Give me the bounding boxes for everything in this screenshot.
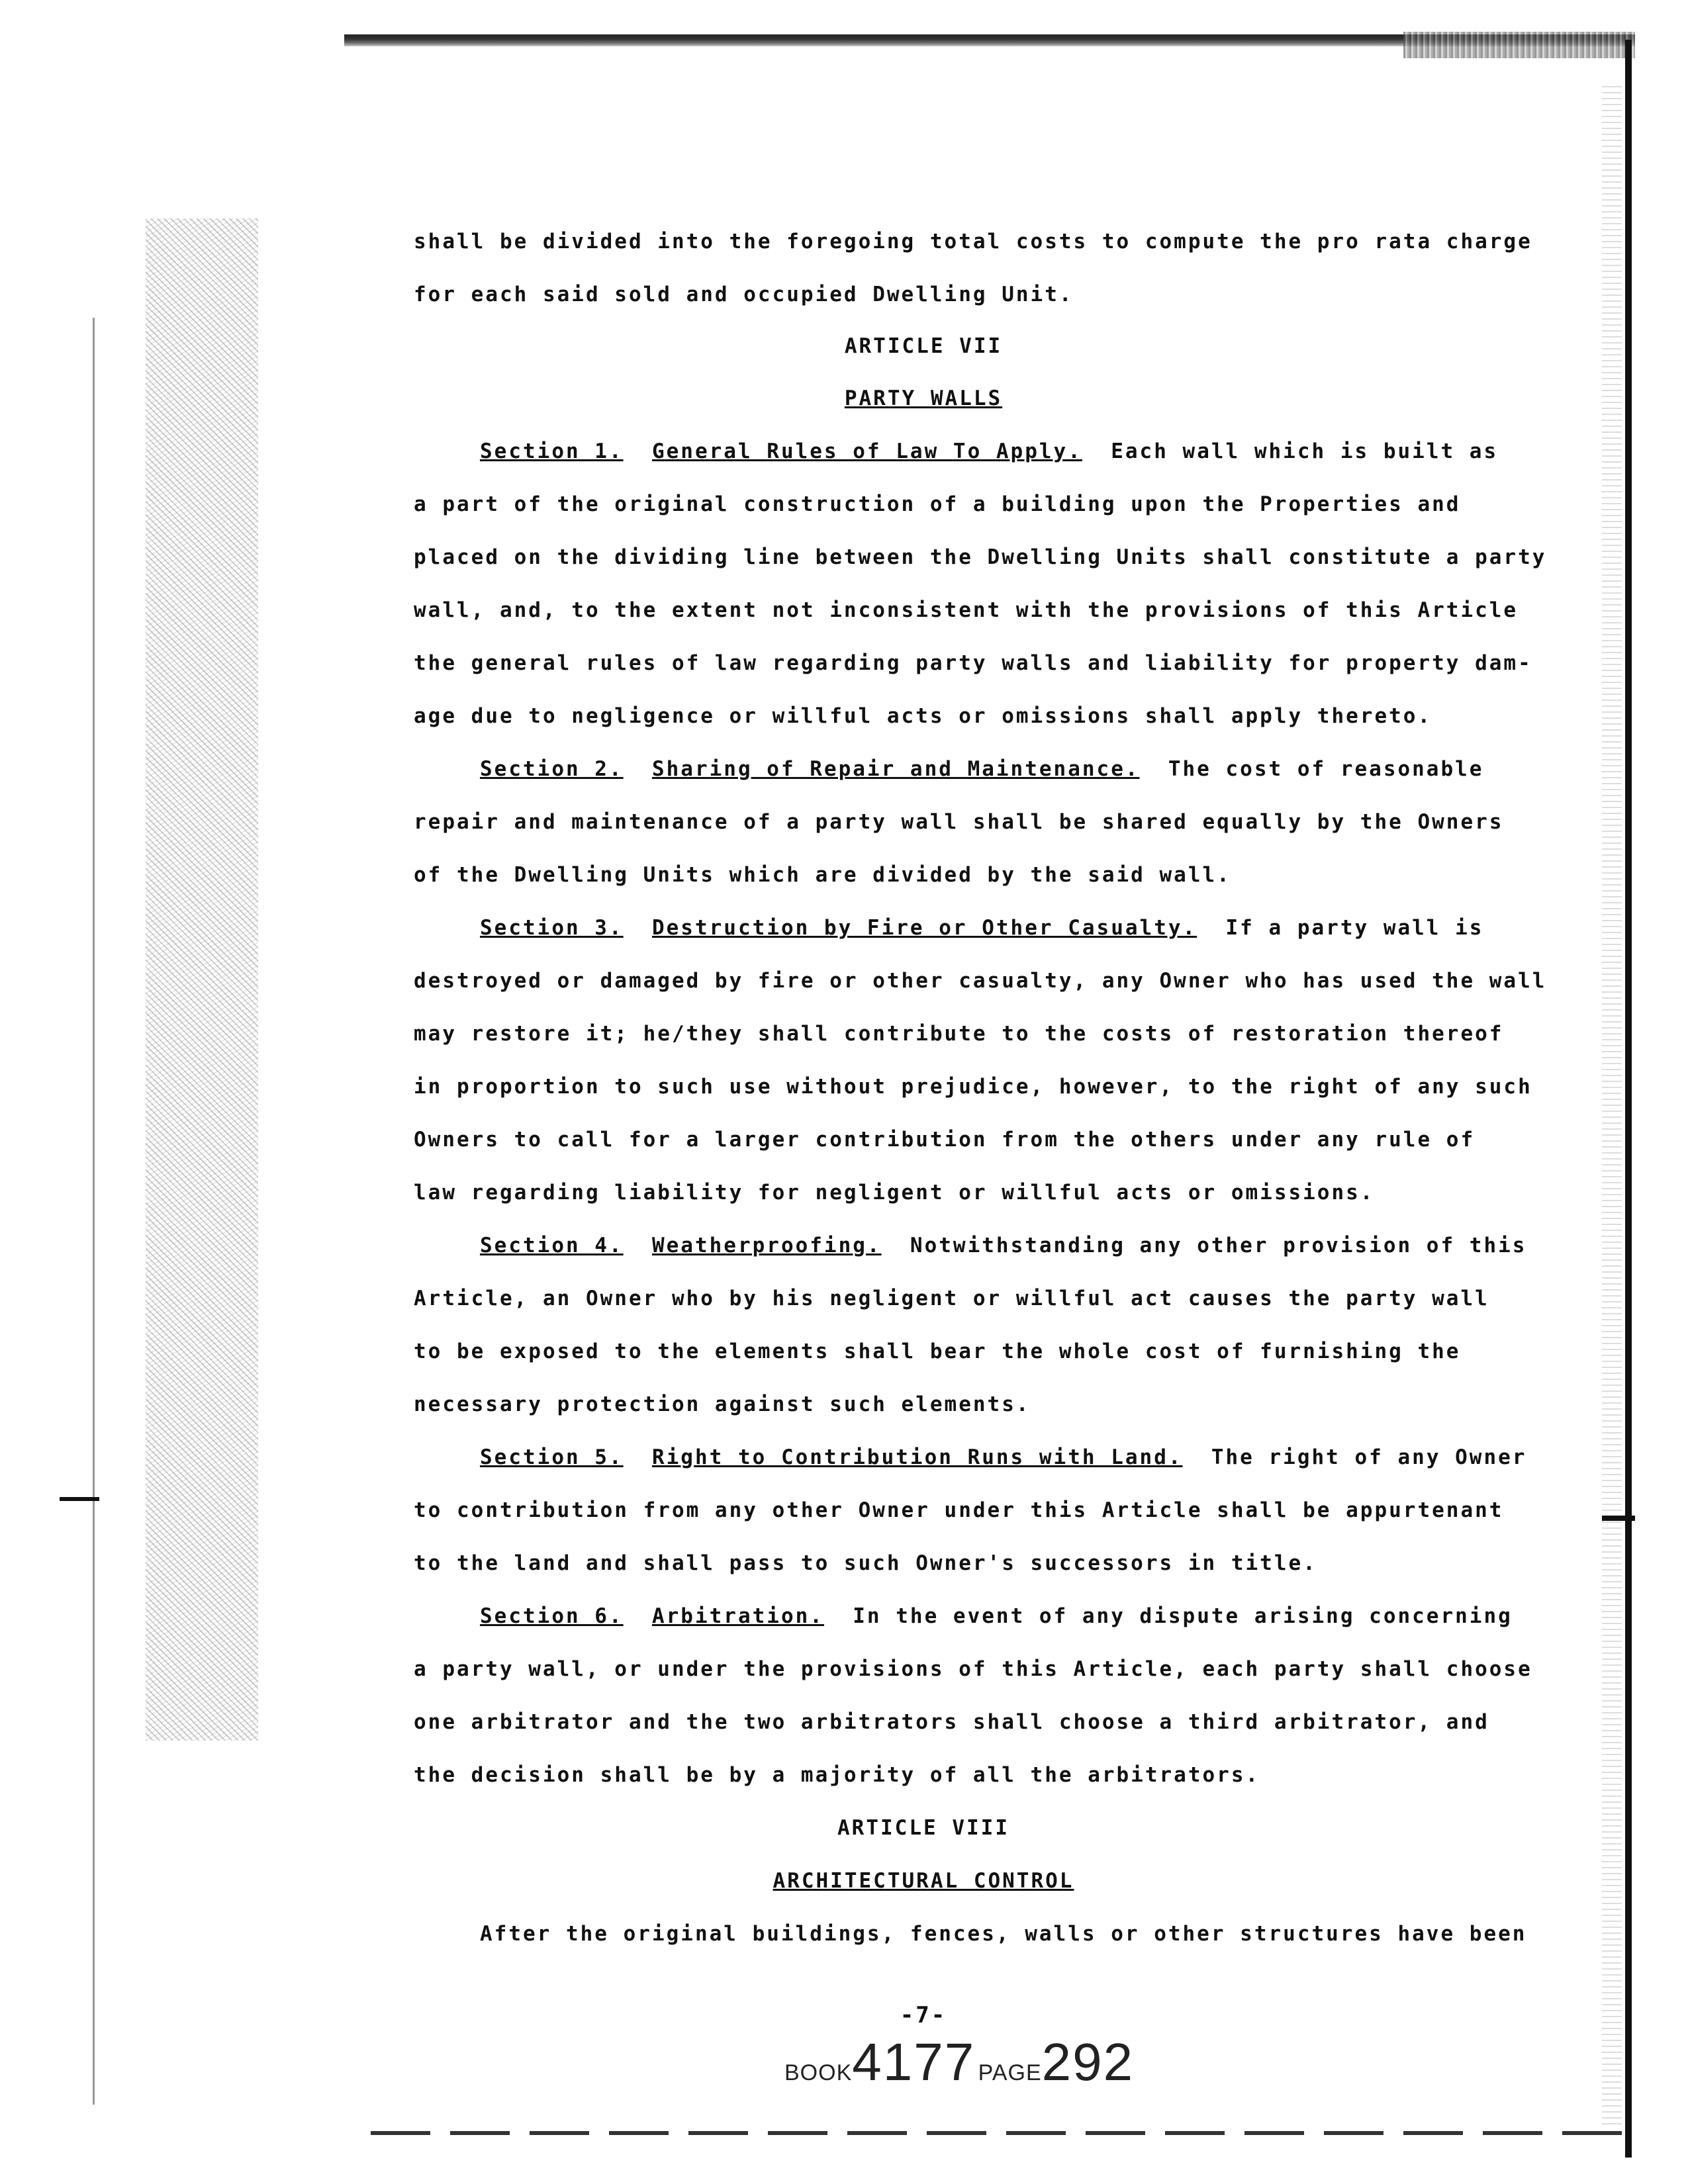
article-subtitle: PARTY WALLS (844, 387, 1003, 410)
section-label: Section 6. (480, 1604, 624, 1628)
section-text: If a party wall is (1225, 916, 1484, 940)
page-ref: 292 (1041, 2032, 1135, 2091)
text-line: Article, an Owner who by his negligent or willful act causes the party wall (414, 1287, 1489, 1310)
text-line: one arbitrator and the two arbitrators shall choose a third arbitrator, and (414, 1710, 1489, 1734)
section-heading: Arbitration. (651, 1604, 824, 1628)
section-label: Section 3. (480, 916, 624, 940)
text-line: to be exposed to the elements shall bear the whole cost of furnishing the (414, 1340, 1461, 1363)
section-text: Notwithstanding any other provision of this (910, 1234, 1527, 1257)
section-heading: General Rules of Law To Apply. (651, 439, 1082, 463)
article-title: ARTICLE VII (844, 334, 1003, 358)
text-line: placed on the dividing line between the Dwelling Units shall constitute a party (414, 545, 1547, 569)
page-number: -7- (900, 2002, 947, 2028)
section-4-first-line (414, 1232, 1526, 1259)
book-label: BOOK (784, 2060, 853, 2085)
text-line: wall, and, to the extent not inconsistent with the provisions of this Article (414, 598, 1519, 622)
section-text: The right of any Owner (1211, 1445, 1527, 1469)
article-subtitle: ARCHITECTURAL CONTROL (773, 1869, 1074, 1893)
book-page-stamp (784, 2032, 1134, 2093)
section-text: Each wall which is built as (1111, 439, 1499, 463)
text-line: may restore it; he/they shall contribute to the costs of restoration thereof (414, 1022, 1504, 1046)
text-line: destroyed or damaged by fire or other casualty, any Owner who has used the wall (414, 969, 1547, 993)
text-line: the decision shall be by a majority of all the arbitrators. (414, 1763, 1260, 1787)
text-line: to contribution from any other Owner under this Article shall be appurtenant (414, 1498, 1504, 1522)
section-heading: Right to Contribution Runs with Land. (651, 1445, 1183, 1469)
text-line: of the Dwelling Units which are divided by the said wall. (414, 863, 1231, 887)
text-line: the general rules of law regarding party walls and liability for property dam- (414, 651, 1532, 675)
section-label: Section 5. (480, 1445, 624, 1469)
section-2-first-line (414, 756, 1483, 782)
section-heading: Destruction by Fire or Other Casualty. (651, 916, 1197, 940)
section-text: In the event of any dispute arising concerning (853, 1604, 1513, 1628)
section-label: Section 4. (480, 1234, 624, 1257)
section-label: Section 1. (480, 439, 624, 463)
text-line: repair and maintenance of a party wall shall be shared equally by the Owners (414, 810, 1504, 834)
text-line: law regarding liability for negligent or willful acts or omissions. (414, 1181, 1375, 1205)
section-label: Section 2. (480, 757, 624, 781)
page-label: PAGE (978, 2060, 1042, 2085)
text-line: in proportion to such use without prejudice, however, to the right of any such (414, 1075, 1532, 1099)
article-title: ARTICLE VIII (837, 1816, 1009, 1840)
text-line: necessary protection against such elements. (414, 1392, 1031, 1416)
text-line: to the land and shall pass to such Owner's successors in title. (414, 1551, 1317, 1575)
text-line: shall be divided into the foregoing total costs to compute the pro rata charge (414, 230, 1532, 253)
section-3-first-line (414, 915, 1483, 941)
section-5-first-line (414, 1444, 1526, 1471)
section-text: The cost of reasonable (1168, 757, 1484, 781)
text-line: Owners to call for a larger contribution from the others under any rule of (414, 1128, 1476, 1152)
section-1-first-line (414, 438, 1498, 465)
text-line: After the original buildings, fences, walls or other structures have been (480, 1922, 1527, 1946)
section-heading: Weatherproofing. (651, 1234, 882, 1257)
section-heading: Sharing of Repair and Maintenance. (651, 757, 1140, 781)
text-line: a part of the original construction of a building upon the Properties and (414, 492, 1461, 516)
book-number: 4177 (852, 2032, 976, 2091)
text-line: for each said sold and occupied Dwelling Unit. (414, 283, 1074, 306)
text-line: a party wall, or under the provisions of this Article, each party shall choose (414, 1657, 1532, 1681)
text-line: age due to negligence or willful acts or omissions shall apply thereto. (414, 704, 1432, 728)
section-6-first-line (414, 1603, 1513, 1629)
